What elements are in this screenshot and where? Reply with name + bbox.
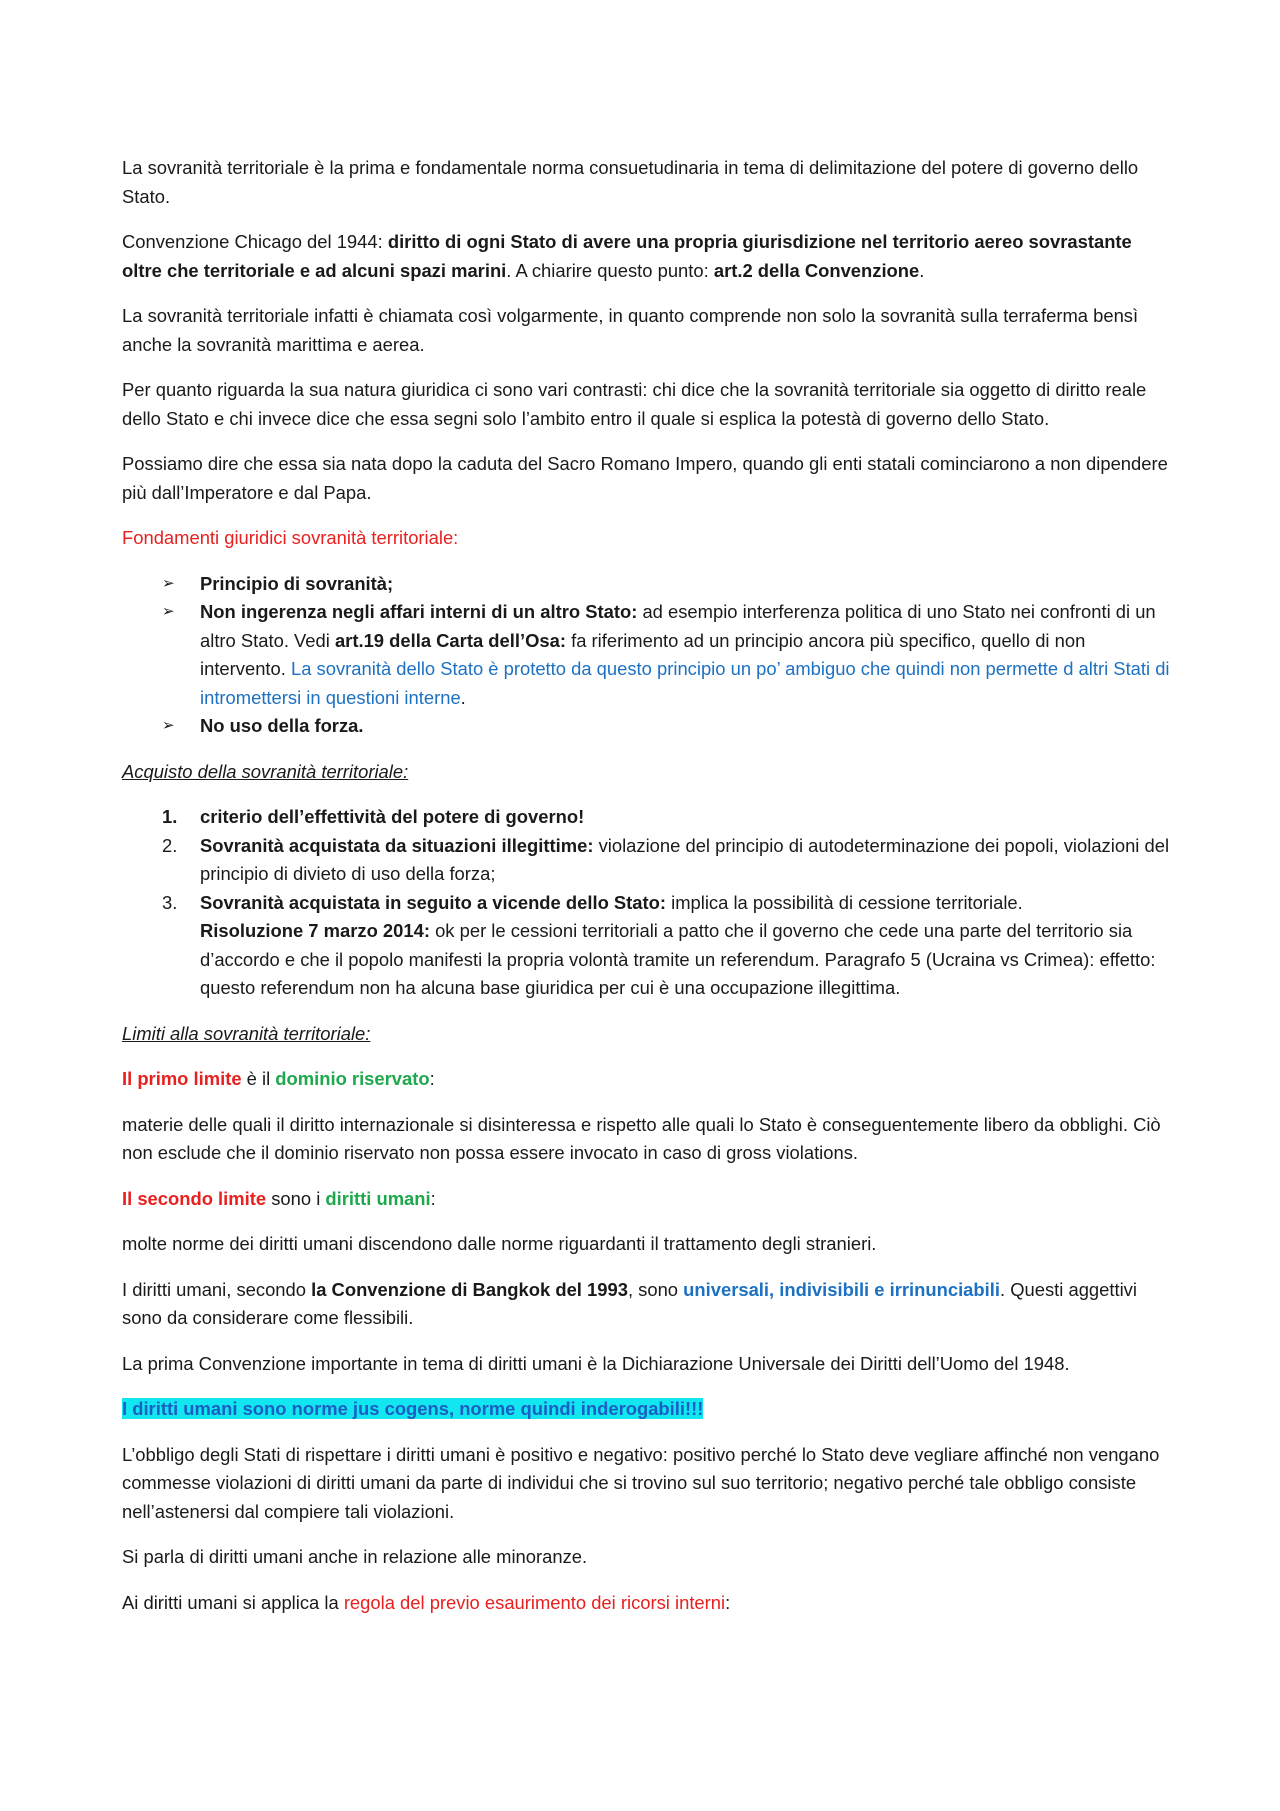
- paragraph-natura-giuridica: Per quanto riguarda la sua natura giuridica ci sono vari contrasti: chi dice che la sovranità territoriale sia oggetto di diritto reale dello Stato e chi invece dice che essa segni solo l’ambito entro il quale si esplica la potestà di governo dello Stato.: [122, 379, 1147, 429]
- acquisto-list: [122, 803, 1172, 1003]
- text: è il: [241, 1068, 276, 1089]
- list-item: [122, 889, 1172, 1003]
- list-number: 1.: [162, 806, 178, 827]
- text: :: [725, 1591, 731, 1613]
- highlighted-text: I diritti umani sono norme jus cogens, norme quindi inderogabili!!!: [122, 1398, 704, 1419]
- green-bold-text: dominio riservato: [275, 1068, 430, 1089]
- bold-text: Sovranità acquistata in seguito a vicende dello Stato:: [200, 891, 667, 913]
- paragraph-primo-limite: [122, 1065, 1172, 1094]
- text: .: [919, 259, 925, 281]
- red-bold-text: Il primo limite: [122, 1068, 242, 1089]
- arrow-bullet-icon: ➢: [162, 574, 175, 592]
- green-bold-text: diritti umani: [325, 1187, 431, 1209]
- paragraph-highlight: [122, 1395, 1172, 1424]
- blue-text: La sovranità dello Stato è protetto da questo principio un po’ ambiguo che quindi non permette d altri Stati di intromettersi in questioni interne: [200, 658, 1170, 708]
- paragraph-dominio-riservato: materie delle quali il diritto internazionale si disinteressa e rispetto alle quali lo Stato è conseguentemente libero da obblighi. Ciò non esclude che il dominio riservato non possa essere invocato in caso di gross violations.: [122, 1113, 1161, 1163]
- text: . A chiarire questo punto:: [506, 259, 714, 281]
- red-bold-text: Il secondo limite: [122, 1187, 267, 1209]
- bold-text: Sovranità acquistata da situazioni illegittime:: [200, 834, 594, 856]
- arrow-bullet-icon: ➢: [162, 603, 175, 620]
- text: .: [460, 686, 466, 708]
- paragraph-origine: Possiamo dire che essa sia nata dopo la caduta del Sacro Romano Impero, quando gli enti statali cominciarono a non dipendere più dall’Imperatore e dal Papa.: [122, 453, 1168, 503]
- list-item: [122, 570, 1172, 599]
- list-number: 2.: [162, 834, 178, 856]
- list-item: [122, 832, 1172, 889]
- paragraph-secondo-limite: [122, 1185, 1172, 1214]
- text: Ai diritti umani si applica la: [122, 1591, 344, 1613]
- paragraph-dichiarazione: La prima Convenzione importante in tema di diritti umani è la Dichiarazione Universale dei Diritti dell’Uomo del 1948.: [122, 1352, 1070, 1374]
- heading-acquisto: [122, 758, 1172, 787]
- text: I diritti umani, secondo: [122, 1278, 312, 1300]
- blue-bold-text: universali, indivisibili e irrinunciabili: [683, 1278, 1000, 1300]
- red-text: regola del previo esaurimento dei ricorsi interni: [343, 1591, 726, 1613]
- text: fa riferimento ad un principio ancora più specifico, quello di non intervento.: [200, 629, 1086, 679]
- text: ok per le cessioni territoriali a patto che il governo che cede una parte del territorio sia d’accordo e che il popolo manifesti la propria volontà tramite un referendum. Paragrafo 5 (Ucraina vs Crimea): effetto: questo referendum non ha alcuna base giuridica per cui è una occupazione illegittima.: [200, 920, 1156, 998]
- text: violazione del principio di autodeterminazione dei popoli, violazioni del principio di divieto di uso della forza;: [200, 834, 1170, 884]
- text: ad esempio interferenza politica di uno Stato nei confronti di un altro Stato. Vedi: [200, 601, 1156, 651]
- bold-text: Principio di sovranità;: [200, 572, 394, 594]
- bold-text: criterio dell’effettività del potere di governo!: [200, 806, 585, 827]
- list-item: [122, 598, 1172, 712]
- text: :: [430, 1187, 436, 1209]
- bold-text: Non ingerenza negli affari interni di un altro Stato:: [200, 601, 638, 622]
- bold-text: diritto di ogni Stato di avere una propria giurisdizione nel territorio aereo sovrastante oltre che territoriale e ad alcuni spazi marini: [122, 231, 1132, 281]
- text: sono i: [266, 1187, 326, 1209]
- bold-text: art.19 della Carta dell’Osa:: [334, 629, 566, 651]
- text: , sono: [627, 1278, 684, 1300]
- paragraph-volgarmente: La sovranità territoriale infatti è chiamata così volgarmente, in quanto comprende non solo la sovranità sulla terraferma bensì anche la sovranità marittima e aerea.: [122, 305, 1139, 355]
- bold-text: Risoluzione 7 marzo 2014:: [200, 920, 430, 941]
- bold-text: No uso della forza.: [200, 715, 364, 736]
- list-item: [122, 803, 1172, 832]
- paragraph-intro: La sovranità territoriale è la prima e fondamentale norma consuetudinaria in tema di delimitazione del potere di governo dello Stato.: [122, 157, 1139, 207]
- paragraph-regola: [122, 1589, 1172, 1618]
- list-item: [122, 712, 1172, 741]
- bold-text: la Convenzione di Bangkok del 1993: [311, 1278, 628, 1300]
- heading-fondamenti: Fondamenti giuridici sovranità territoriale:: [122, 527, 459, 548]
- text: . Questi aggettivi sono da considerare come flessibili.: [122, 1278, 1137, 1328]
- paragraph-minoranze: Si parla di diritti umani anche in relazione alle minoranze.: [122, 1546, 588, 1567]
- text: Convenzione Chicago del 1944:: [122, 231, 388, 252]
- fondamenti-list: [122, 570, 1172, 741]
- bold-text: art.2 della Convenzione: [713, 259, 920, 281]
- paragraph-stranieri: molte norme dei diritti umani discendono dalle norme riguardanti il trattamento degli stranieri.: [122, 1233, 877, 1254]
- underlined-heading: Limiti alla sovranità territoriale:: [122, 1022, 371, 1044]
- list-number: 3.: [162, 891, 178, 913]
- paragraph-bangkok: [122, 1276, 1172, 1333]
- paragraph-chicago: [122, 228, 1172, 285]
- heading-limiti: [122, 1020, 1172, 1049]
- text: :: [429, 1068, 435, 1089]
- underlined-heading: Acquisto della sovranità territoriale:: [122, 760, 409, 782]
- paragraph-obbligo: L’obbligo degli Stati di rispettare i diritti umani è positivo e negativo: positivo perché lo Stato deve vegliare affinché non vengano commesse violazioni di diritti umani da parte di individui che si trovino sul suo territorio; negativo perché tale obbligo consiste nell’astenersi dal compiere tali violazioni.: [122, 1443, 1160, 1522]
- arrow-bullet-icon: ➢: [162, 717, 175, 734]
- text: implica la possibilità di cessione territoriale.: [666, 891, 1023, 913]
